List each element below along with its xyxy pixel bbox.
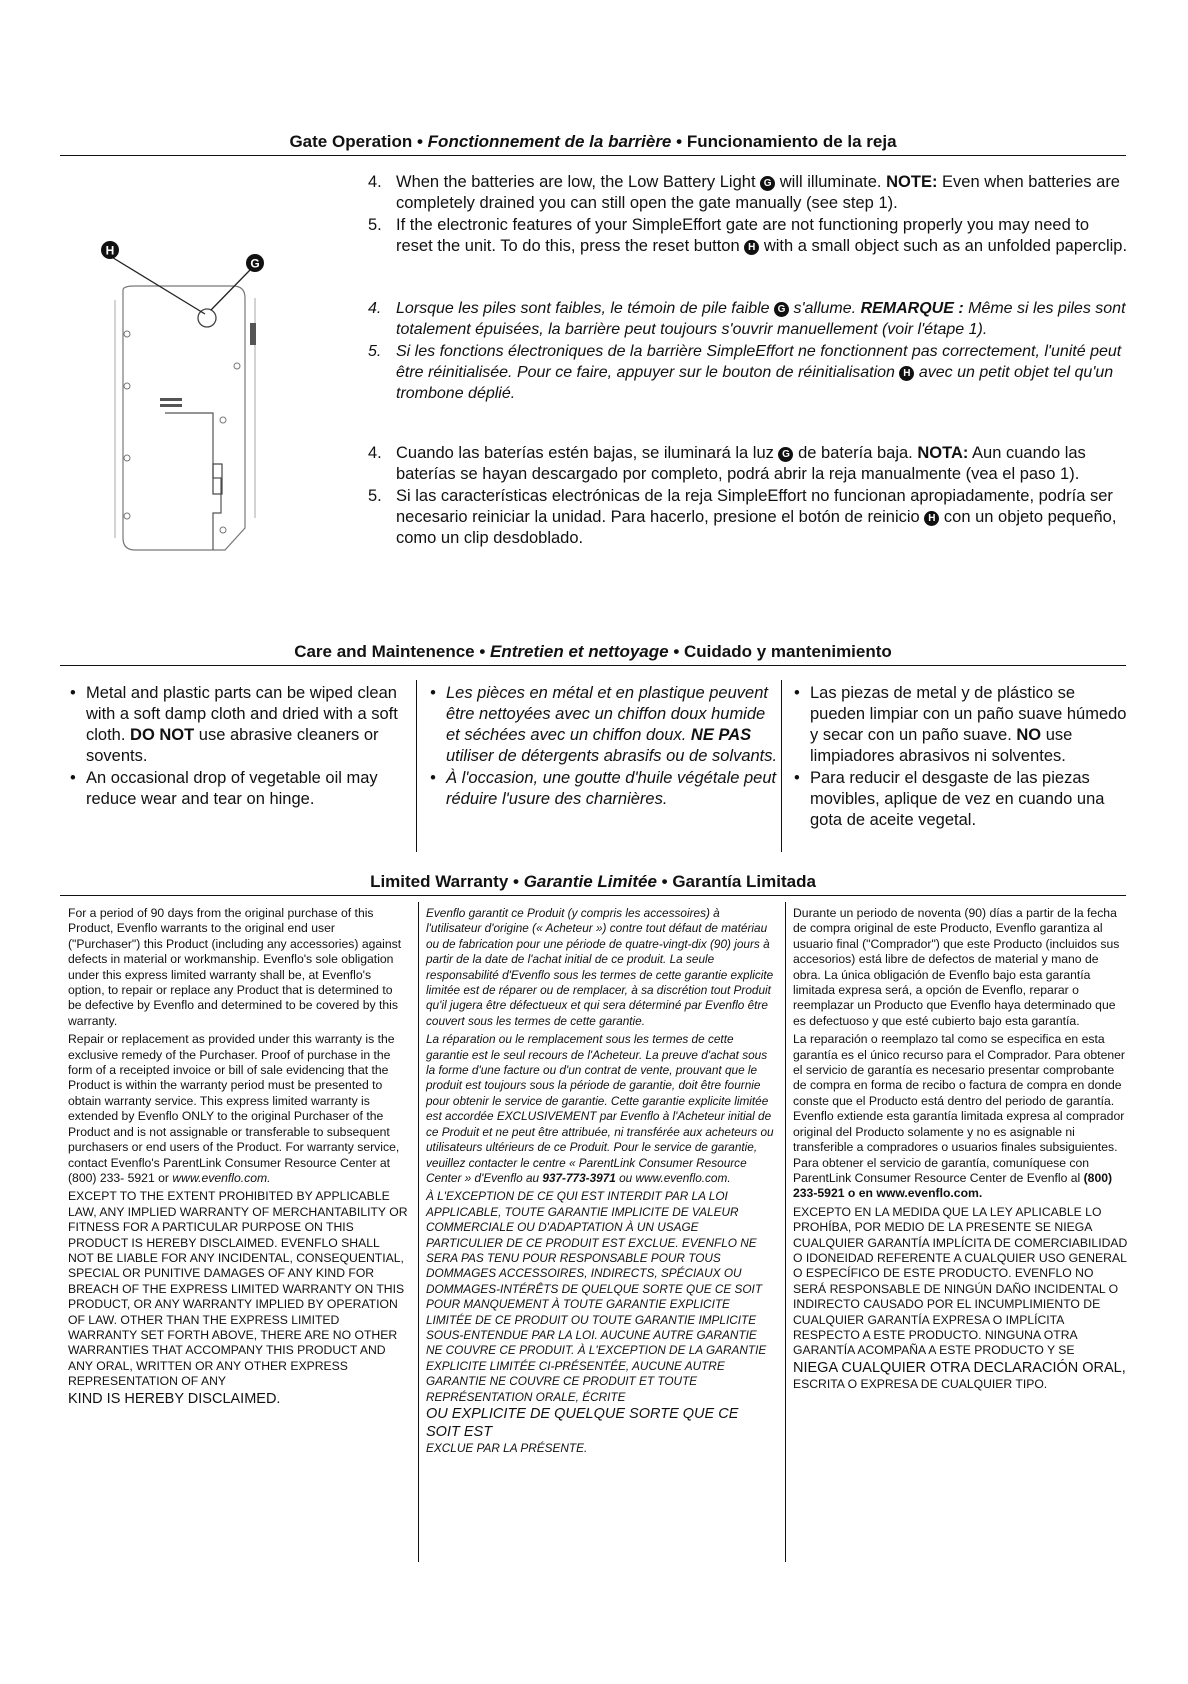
header-fr: Garantie Limitée [523, 872, 657, 891]
step-text-a: Cuando las baterías estén bajas, se iluminará la luz [396, 444, 774, 462]
header-es: Garantía Limitada [672, 872, 816, 891]
warranty-paragraph [68, 1032, 408, 1186]
warranty-text: KIND IS HEREBY DISCLAIMED. [68, 1390, 281, 1407]
note-label: NOTE: [886, 173, 938, 191]
warranty-paragraph: Evenflo garantit ce Produit (y compris les accessoires) à l'utilisateur d'origine (« Acheteur ») contre tout défaut de matériau ou de fabrication pour une période de quatre-vingt-dix (90) jours à partir de la date de l'achat initial de ce produit. La seule responsabilité d'Evenflo sous les termes de cette garantie explicite limitée est de réparer ou de remplacer, à sa discrétion tout Produit qu'il jugera être défectueux et qui sera déterminé par Evenflo être couvert sous les termes de cette garantie. [426, 906, 774, 1028]
note-label: NOTA: [917, 444, 969, 462]
step-4-es [368, 443, 1128, 485]
warranty-paragraph: For a period of 90 days from the original purchase of this Product, Evenflo warrants to the original end user ("Purchaser") this Product (including any accessories) against defects in material or workmanship. Evenflo's sole obligation under this express limited warranty shall be, at Evenflo's option, to repair or replace any Product that is determined to be defective by Evenflo and determined to be covered by this warranty. [68, 906, 402, 1028]
warranty-website-link[interactable]: www.evenflo.com. [876, 1186, 983, 1201]
gate-panel-diagram [95, 238, 295, 568]
column-divider [418, 902, 419, 1562]
warranty-text: Repair or replacement as provided under this warranty is the exclusive remedy of the Purchaser. Proof of purchase in the form of a receipted invoice or bill of sale evidencing that the Product is within the warranty period must be presented to obtain warranty service. This express limited warranty is extended by Evenflo ONLY to the original Purchaser of the Product and is not assignable or transferable to subsequent purchasers or end users of the Product. For warranty service, contact Evenflo's ParentLink Consumer Resource Center at (800) 233- 5921 or [68, 1032, 400, 1185]
reset-button-icon: H [744, 240, 759, 255]
step-text-b: will illuminate. [779, 173, 882, 191]
care-text: Les pièces en métal et en plastique peuvent être nettoyées avec un chiffon doux humide et séchées avec un chiffon doux. [446, 684, 768, 744]
list-item [792, 683, 1128, 767]
low-battery-light-icon: G [778, 447, 793, 462]
warranty-text: À L'EXCEPTION DE CE QUI EST INTERDIT PAR LA LOI APPLICABLE, TOUTE GARANTIE IMPLICITE DE VALEUR COMMERCIALE OU D'ADAPTATION À UN USAGE PARTICULIER DE CE PRODUIT EST EXCLUE. EVENFLO NE SERA PAS TENU POUR RESPONSABLE POUR TOUS DOMMAGES ACCESSOIRES, INDIRECTS, SPÉCIAUX OU DOMMAGES-INTÉRÊTS DE QUELQUE SORTE QUE CE SOIT POUR MANQUEMENT À TOUTE GARANTIE EXPLICITE LIMITÉE DE CE PRODUIT OU TOUTE GARANTIE IMPLICITE SOUS-ENTENDUE PAR LA LOI. AUCUNE AUTRE GARANTIE NE COUVRE CE PRODUIT. À L'EXCEPTION DE LA GARANTIE EXPLICITE LIMITÉE CI-PRÉSENTÉE, AUCUNE AUTRE GARANTIE NE COUVRE CE PRODUIT ET TOUTE REPRÉSENTATION ORALE, ÉCRITE [426, 1189, 767, 1404]
step-text [396, 443, 1128, 485]
header-en: Limited Warranty [370, 872, 509, 891]
step-text-c: Aun cuando las baterías se hayan descargado por completo, podrá abrir la reja manualmente (vea el paso 1). [396, 444, 1086, 483]
warranty-column-es [793, 906, 1128, 1395]
care-column-en [68, 683, 400, 811]
warranty-column-en [68, 906, 408, 1411]
step-text-a: If the electronic features of your SimpleEffort gate are not functioning properly you may need to reset the unit. To do this, press the reset button [396, 216, 1090, 255]
header-separator: • [508, 872, 524, 891]
gate-steps-fr [368, 298, 1128, 405]
list-item [68, 683, 400, 767]
step-text-b: s'allume. [793, 300, 857, 317]
step-4-en [368, 172, 1128, 214]
step-5-en [368, 215, 1128, 257]
warranty-paragraph: Durante un periodo de noventa (90) días a partir de la fecha de compra original de este Producto, Evenflo garantiza al usuario final ("Comprador") que este Producto (incluidos sus accesorios) está libre de defectos de material y mano de obra. La única obligación de Evenflo bajo esta garantía limitada expresa será, a opción de Evenflo, reparar o reemplazar un Producto que Evenflo haya determinado que es defectuoso y que esté cubierto bajo esta garantía. [793, 906, 1120, 1028]
header-separator: • [671, 132, 687, 151]
header-separator: • [656, 872, 673, 891]
care-text: Metal and plastic parts can be wiped clean with a soft damp cloth and dried with a soft cloth. [86, 684, 398, 744]
warranty-text: NIEGA CUALQUIER OTRA DECLARACIÓN ORAL, [793, 1359, 1126, 1376]
warranty-text: o en [847, 1186, 873, 1201]
care-text: use abrasive cleaners or sovents. [86, 726, 379, 765]
warranty-header [60, 872, 1126, 896]
step-text [396, 298, 1128, 340]
list-item: • Para reducir el desgaste de las piezas movibles, aplique de vez en cuando una gota de aceite vegetal. [792, 768, 1128, 831]
care-text: utiliser de détergents abrasifs ou de solvants. [446, 747, 778, 765]
header-en: Care and Maintenence [294, 642, 475, 661]
care-text: Las piezas de metal y de plástico se pueden limpiar con un paño suave húmedo y secar con un paño suave. [810, 684, 1127, 744]
step-number: 4. [368, 300, 382, 317]
step-text-b: de batería baja. [798, 444, 913, 462]
step-text-b: con un objeto pequeño, como un clip desdoblado. [396, 508, 1117, 547]
step-text [396, 215, 1128, 257]
header-en: Gate Operation [289, 132, 413, 151]
step-text-a: Si les fonctions électroniques de la barrière SimpleEffort ne fonctionnent pas correctement, l'unité peut être réinitialisée. Pour ce faire, appuyer sur le bouton de réinitialisation [396, 343, 1122, 381]
gate-steps-en [368, 172, 1128, 258]
care-column-es [792, 683, 1128, 832]
column-divider [781, 680, 782, 852]
reset-button-icon: H [899, 366, 914, 381]
care-warning: NE PAS [690, 726, 752, 744]
column-divider [785, 902, 786, 1562]
header-es: Cuidado y mantenimiento [684, 642, 892, 661]
warranty-text: ou [619, 1170, 633, 1185]
step-number: 5. [368, 487, 382, 505]
step-text [396, 172, 1128, 214]
care-warning: NO [1016, 726, 1042, 744]
step-number: 5. [368, 216, 382, 234]
warranty-text: EXCEPT TO THE EXTENT PROHIBITED BY APPLICABLE LAW, ANY IMPLIED WARRANTY OF MERCHANTABILITY OR FITNESS FOR A PARTICULAR PURPOSE ON THIS PRODUCT IS HEREBY DISCLAIMED. EVENFLO SHALL NOT BE LIABLE FOR ANY INCIDENTAL, CONSEQUENTIAL, SPECIAL OR PUNITIVE DAMAGES OF ANY KIND FOR BREACH OF THE EXPRESS LIMITED WARRANTY ON THIS PRODUCT, OR ANY WARRANTY IMPLIED BY OPERATION OF LAW. OTHER THAN THE EXPRESS LIMITED WARRANTY SET FORTH ABOVE, THERE ARE NO OTHER WARRANTIES THAT ACCOMPANY THIS PRODUCT AND ANY ORAL, WRITTEN OR ANY OTHER EXPRESS REPRESENTATION OF ANY [68, 1189, 408, 1389]
step-text [396, 486, 1128, 549]
warranty-paragraph [793, 1032, 1128, 1201]
step-5-es [368, 486, 1128, 549]
warranty-phone: 937-773-3971 [542, 1170, 616, 1185]
callout-h-label: H [105, 243, 115, 258]
header-separator: • [668, 642, 684, 661]
header-fr: Entretien et nettoyage [490, 642, 669, 661]
warranty-text: EXCEPTO EN LA MEDIDA QUE LA LEY APLICABLE LO PROHÍBA, POR MEDIO DE LA PRESENTE SE NIEGA CUALQUIER GARANTÍA IMPLÍCITA DE COMERCIABILIDAD O IDONEIDAD REFERENTE A CUALQUIER USO GENERAL O ESPECÍFICO DE ESTE PRODUCTO. EVENFLO NO SERÁ RESPONSABLE DE NINGÚN DAÑO INCIDENTAL O INDIRECTO CAUSADO POR EL INCUMPLIMIENTO DE CUALQUIER GARANTÍA EXPRESA O IMPLÍCITA RESPECTO A ESTE PRODUCTO. NINGUNA OTRA GARANTÍA ACOMPAÑA A ESTE PRODUCTO Y SE [793, 1204, 1128, 1358]
column-divider [416, 680, 417, 852]
list-item: • À l'occasion, une goutte d'huile végétale peut réduire l'usure des charnières. [428, 768, 778, 810]
warranty-text: La réparation ou le remplacement sous les termes de cette garantie est le seul recours de l'Acheteur. La preuve d'achat sous la forme d'une facture ou d'un contrat de vente, prouvant que le produit est toujours sous la période de garantie, doit être fournie pour obtenir le service de garantie. Cette garantie explicite limitée est accordée EXCLUSIVEMENT par Evenflo à l'Acheteur initial de ce Produit et ne peut être attribuée, ni transférée aux acheteurs ou utilisateurs ultérieurs de ce Produit. Pour le service de garantie, veuillez contacter le centre « ParentLink Consumer Resource Center » d'Evenflo au [426, 1032, 774, 1185]
step-number: 5. [368, 343, 382, 360]
low-battery-light-icon: G [774, 302, 789, 317]
header-fr: Fonctionnement de la barrière [427, 132, 672, 151]
step-text-c: Even when batteries are completely drained you can still open the gate manually (see step 1). [396, 173, 1120, 212]
step-text-a: Lorsque les piles sont faibles, le témoin de pile faible [396, 300, 770, 317]
warranty-paragraph [426, 1032, 776, 1186]
gate-steps-es [368, 443, 1128, 550]
list-item [428, 683, 778, 767]
step-text [396, 341, 1128, 404]
step-text-c: Même si les piles sont totalement épuisées, la barrière peut toujours s'ouvrir manuellement (voir l'étape 1). [396, 300, 1126, 338]
callout-g-label: G [250, 256, 260, 271]
warranty-text: ESCRITA O EXPRESA DE CUALQUIER TIPO. [793, 1376, 1048, 1391]
warranty-disclaimer [793, 1205, 1128, 1392]
warranty-website-link[interactable]: www.evenflo.com. [635, 1170, 731, 1185]
warranty-column-fr [426, 906, 776, 1459]
step-text-b: with a small object such as an unfolded paperclip. [763, 237, 1128, 255]
warranty-text: La reparación o reemplazo tal como se especifica en esta garantía es el único recurso para el Comprador. Para obtener el servicio de garantía es necesario presentar comprobante de compra en forma de recibo o factura de compra en donde conste que el Producto está dentro del periodo de garantía. Evenflo extiende esta garantía limitada expresa al comprador original del Producto solamente y no es asignable ni transferible a compradores o usuarios finales subsiguientes. Para obtener el servicio de garantía, comuníquese con ParentLink Consumer Resource Center de Evenflo al [793, 1032, 1125, 1185]
care-column-fr [428, 683, 778, 811]
warranty-disclaimer [426, 1189, 776, 1456]
warranty-text: EXCLUE PAR LA PRÉSENTE. [426, 1441, 588, 1455]
header-separator: • [412, 132, 428, 151]
step-text-a: When the batteries are low, the Low Battery Light [396, 173, 756, 191]
note-label: REMARQUE : [860, 300, 964, 317]
warranty-text: OU EXPLICITE DE QUELQUE SORTE QUE CE SOIT EST [426, 1406, 739, 1440]
step-text-a: Si las características electrónicas de la reja SimpleEffort no funcionan apropiadamente, podría ser necesario reiniciar la unidad. Para hacerlo, presione el botón de reinicio [396, 487, 1113, 526]
care-header [60, 642, 1126, 666]
gate-operation-header [60, 132, 1126, 156]
warranty-website-link[interactable]: www.evenflo.com. [172, 1170, 271, 1185]
header-es: Funcionamiento de la reja [686, 132, 897, 151]
care-warning: DO NOT [130, 726, 195, 744]
header-separator: • [474, 642, 491, 661]
warranty-disclaimer [68, 1189, 408, 1407]
step-5-fr [368, 341, 1128, 404]
step-4-fr [368, 298, 1128, 340]
list-item: • An occasional drop of vegetable oil may reduce wear and tear on hinge. [68, 768, 400, 810]
reset-button-icon: H [924, 511, 939, 526]
step-number: 4. [368, 444, 382, 462]
care-text: use limpiadores abrasivos ni solventes. [810, 726, 1073, 765]
step-text-b: avec un petit objet tel qu'un trombone déplié. [396, 364, 1114, 402]
low-battery-light-icon: G [760, 176, 775, 191]
warranty-phone: (800) 233-5921 [793, 1170, 1113, 1201]
step-number: 4. [368, 173, 382, 191]
